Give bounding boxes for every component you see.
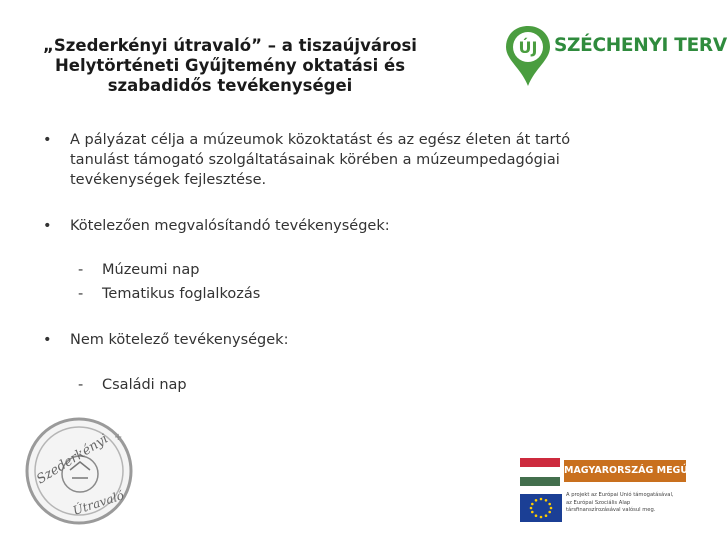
- bullet-line: tevékenységek fejlesztése.: [70, 172, 267, 188]
- stamp-bottom-text: Útravaló: [71, 488, 126, 518]
- bullet-line: Nem kötelező tevékenységek:: [70, 332, 289, 348]
- eu-support-note: [566, 492, 694, 515]
- map-pin-icon: [503, 24, 553, 88]
- bullet-text-mandatory: [70, 216, 670, 236]
- title-line: Helytörténeti Gyűjtemény oktatási és: [54, 56, 406, 75]
- svg-text:+: +: [114, 432, 123, 443]
- title-line: „Szederkényi útravaló” – a tiszaújvárosi: [43, 36, 417, 55]
- bullet-text-goal: [70, 130, 670, 190]
- stamp-top-text: Szederkényi: [34, 431, 111, 488]
- note-line: az Európai Szociális Alap: [566, 499, 631, 506]
- page-title: [20, 36, 440, 96]
- note-line: A projekt az Európai Unió támogatásával,: [566, 492, 674, 498]
- hungarian-flag-icon: [520, 458, 560, 486]
- bullet-text-optional: [70, 330, 670, 350]
- bullet-line: A pályázat célja a múzeumok közoktatást és az egész életen át tartó: [70, 132, 571, 148]
- bullet-line: tanulást támogató szolgáltatásainak körében a múzeumpedagógiai: [70, 152, 560, 168]
- eu-flag-icon: [520, 494, 562, 522]
- note-line: társfinanszírozásával valósul meg.: [566, 507, 656, 513]
- list-item: [78, 375, 187, 395]
- szechenyi-terv-logo: [503, 24, 727, 88]
- magyarorszag-megujul-logo: [516, 452, 706, 528]
- bullet-marker: •: [43, 132, 52, 148]
- list-item-text: Családi nap: [102, 377, 187, 393]
- list-item-text: Tematikus foglalkozás: [102, 286, 261, 302]
- dash-marker: -: [78, 286, 84, 302]
- szederkenyi-stamp-logo: [24, 416, 134, 526]
- dash-marker: -: [78, 377, 84, 393]
- title-line: szabadidős tevékenységei: [107, 76, 353, 95]
- list-item: [78, 284, 260, 304]
- bullet-marker: •: [43, 332, 52, 348]
- logo-wordmark: SZÉCHENYI TERV: [554, 35, 727, 56]
- list-item: [78, 260, 199, 280]
- bullet-line: Kötelezően megvalósítandó tevékenységek:: [70, 218, 390, 234]
- bullet-marker: •: [43, 218, 52, 234]
- logo-badge-text: ÚJ: [518, 38, 538, 57]
- dash-marker: -: [78, 262, 84, 278]
- list-item-text: Múzeumi nap: [102, 262, 200, 278]
- mm-banner: MAGYARORSZÁG MEGÚJUL: [564, 460, 686, 482]
